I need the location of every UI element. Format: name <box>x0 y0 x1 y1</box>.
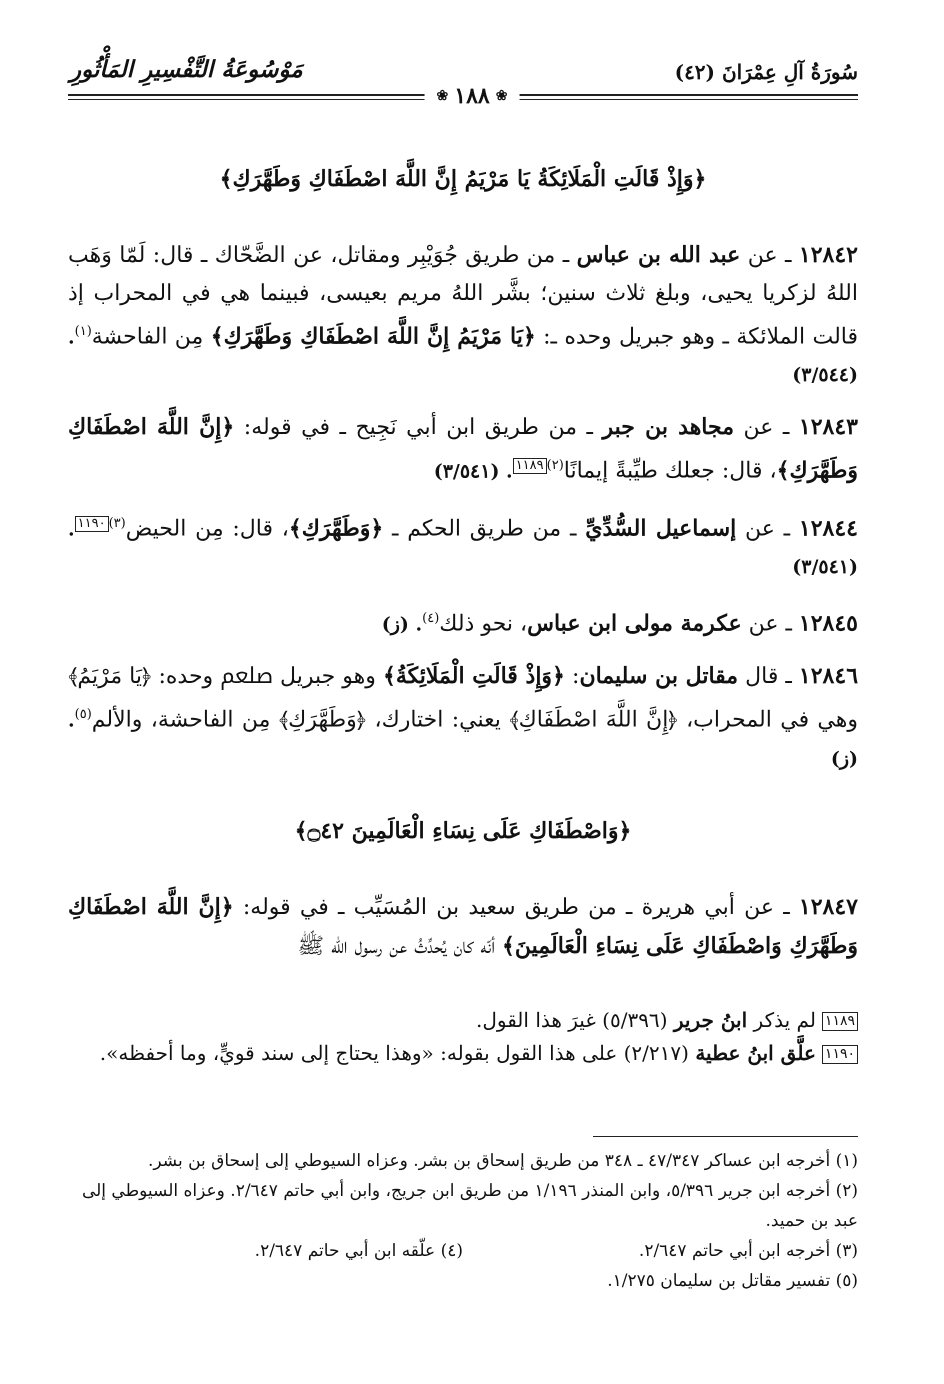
editor-notes <box>68 1004 858 1070</box>
footnote-marker: (٥) <box>74 707 92 723</box>
footnote-5: (٥) تفسير مقاتل بن سليمان ١/٢٧٥. <box>607 1271 858 1291</box>
quran-quote: ﴿وَإِذْ قَالَتِ الْمَلَائِكَةُ﴾ <box>382 663 565 690</box>
entry-number: ١٢٨٤٣ <box>798 414 858 441</box>
entry-12845 <box>68 600 858 643</box>
entry-text: ـ عن <box>736 515 799 541</box>
editor-note <box>68 1037 858 1070</box>
editor-note-marker: ١١٩٠ <box>822 1045 858 1064</box>
entry-text: ـ عن <box>741 611 799 637</box>
footnote-4: (٤) علّقه ابن أبي حاتم ٢/٦٤٧. <box>254 1241 463 1261</box>
quran-quote: ﴿يَا مَرْيَمُ إِنَّ اللَّهَ اصْطَفَاكِ وَطَهَّرَكِ﴾ <box>210 323 536 350</box>
footnote-2: (٢) أخرجه ابن جرير ٥/٣٩٦، وابن المنذر ١/١٩٦ من طريق ابن جريج، وابن أبي حاتم ٢/٦٤٧. وعزاه السيوطي إلى عبد بن حميد. <box>81 1181 858 1231</box>
entry-text: أنّه كان يُحدِّثُ عن رسول الله ﷺ <box>297 934 502 959</box>
editor-note-marker: ١١٩٠ <box>75 516 109 532</box>
entry-12843 <box>68 408 858 490</box>
narrator-name: مقاتل بن سليمان <box>579 663 739 690</box>
reference: . (٣/٥٤١) <box>433 460 513 483</box>
page-number <box>425 83 520 109</box>
book-title-header: مَوْسُوعَةُ التَّفْسِيرِ المَأْثُورِ <box>70 56 303 83</box>
entry-text: ، قال: جعلك طيِّبةً إيمانًا <box>563 458 777 484</box>
footnote-marker: (٢) <box>546 458 564 474</box>
entry-12847 <box>68 888 858 966</box>
footnote-marker: (٣) <box>108 515 126 531</box>
entry-text: ـ من طريق الحكم ـ <box>383 515 586 541</box>
footnote-3: (٣) أخرجه ابن أبي حاتم ٢/٦٤٧. <box>638 1241 858 1261</box>
entry-text: مِن الفاحشة <box>91 324 211 350</box>
entry-text: ـ عن أبي هريرة ـ من طريق سعيد بن المُسَيِّب ـ في قوله: <box>233 895 799 920</box>
quran-quote: ﴿إِنَّ اللَّهَ اصْطَفَاكِ وَطَهَّرَكِ﴾ <box>68 414 858 484</box>
entry-text: ـ قال <box>738 664 799 690</box>
editor-note <box>68 1004 858 1037</box>
entry-text: ، قال: مِن الحيض <box>125 515 289 541</box>
footnote-row <box>68 1236 858 1266</box>
entry-text: ـ عن <box>740 243 799 268</box>
quran-quote: ﴿إِنَّ اللَّهَ اصْطَفَاكِ وَطَهَّرَكِ وَاصْطَفَاكِ عَلَى نِسَاءِ الْعَالَمِينَ﴾ <box>68 894 858 959</box>
verse-heading-2: ﴿وَاصْطَفَاكِ عَلَى نِسَاءِ الْعَالَمِينَ ۝٤٢﴾ <box>294 818 632 844</box>
entry-number: ١٢٨٤٥ <box>798 610 858 637</box>
entry-12846 <box>68 657 858 777</box>
note-text: لم يذكر <box>747 1008 816 1032</box>
footnote-marker: (٤) <box>422 610 440 626</box>
footnote-marker: (١) <box>74 324 92 339</box>
surah-header: سُورَةُ آلِ عِمْرَانَ (٤٢) <box>674 60 858 84</box>
ornament-icon: ❀ <box>436 88 449 104</box>
narrator-name: إسماعيل السُّدِّيِّ <box>585 514 737 541</box>
quran-quote: ﴿وَطَهَّرَكِ﴾ <box>288 514 384 541</box>
reference: . (٣/٥٤٤) <box>68 326 858 387</box>
entry-number: ١٢٨٤٤ <box>798 514 858 541</box>
entry-number: ١٢٨٤٧ <box>798 894 858 920</box>
footnote-1: (١) أخرجه ابن عساكر ٤٧/٣٤٧ ـ ٣٤٨ من طريق إسحاق بن بشر. وعزاه السيوطي إلى إسحاق بن بشر. <box>148 1151 858 1171</box>
ornament-icon: ❀ <box>495 88 508 104</box>
entry-text: ، نحو ذلك <box>439 611 528 637</box>
reference: . (٣/٥٤١) <box>68 517 858 578</box>
page-number-text: ١٨٨ <box>454 83 490 109</box>
entry-text: ـ من طريق ابن أبي نَجِيح ـ في قوله: <box>234 415 603 441</box>
note-text: (٢/٢١٧) على هذا القول بقوله: «وهذا يحتاج إلى سند قويٍّ، وما أحفظه». <box>99 1041 696 1065</box>
note-bold: علَّق ابنُ عطية <box>695 1041 816 1065</box>
editor-note-marker: ١١٨٩ <box>513 458 547 474</box>
narrator-name: عبد الله بن عباس <box>576 242 741 268</box>
entry-text: : <box>564 664 580 690</box>
narrator-name: عكرمة مولى ابن عباس <box>527 610 742 637</box>
verse-heading-1: ﴿وَإِذْ قَالَتِ الْمَلَائِكَةُ يَا مَرْيَمُ إِنَّ اللَّهَ اصْطَفَاكِ وَطَهَّرَكِ﴾ <box>219 166 707 192</box>
note-text: (٥/٣٩٦) غيرَ هذا القول. <box>475 1008 674 1032</box>
entry-text: وهو جبريل ﷵ وحده: ﴿يَا مَرْيَمُ﴾ وهي في المحراب، ﴿إِنَّ اللَّهَ اصْطَفَاكِ﴾ يعني: اختارك، ﴿وَطَهَّرَكِ﴾ مِن الفاحشة، والألم <box>68 664 858 733</box>
entry-12844 <box>68 505 858 586</box>
narrator-name: مجاهد بن جبر <box>602 414 734 441</box>
entry-text: ـ عن <box>733 415 799 441</box>
entries-block <box>68 236 858 792</box>
editor-note-marker: ١١٨٩ <box>822 1012 858 1031</box>
footnotes <box>68 1146 858 1296</box>
entry-text: ـ من طريق جُوَيْبِر ومقاتل، عن الضَّحّاك ـ قال: لَمّا وَهَب اللهُ لزكريا يحيى، وبلغ ثلاث سنين؛ بشَّر اللهُ مريم بعيسى، فبينما هي في المحراب إذ قالت الملائكة ـ وهو جبريل وحده ـ: <box>68 243 859 350</box>
reference: . (ز) <box>68 709 858 770</box>
entry-12842 <box>68 236 858 394</box>
entry-number: ١٢٨٤٦ <box>798 663 859 690</box>
note-bold: ابنُ جرير <box>673 1008 748 1032</box>
footnote-rule <box>593 1136 858 1137</box>
entry-number: ١٢٨٤٢ <box>798 242 858 268</box>
reference: . (ز) <box>381 613 423 636</box>
